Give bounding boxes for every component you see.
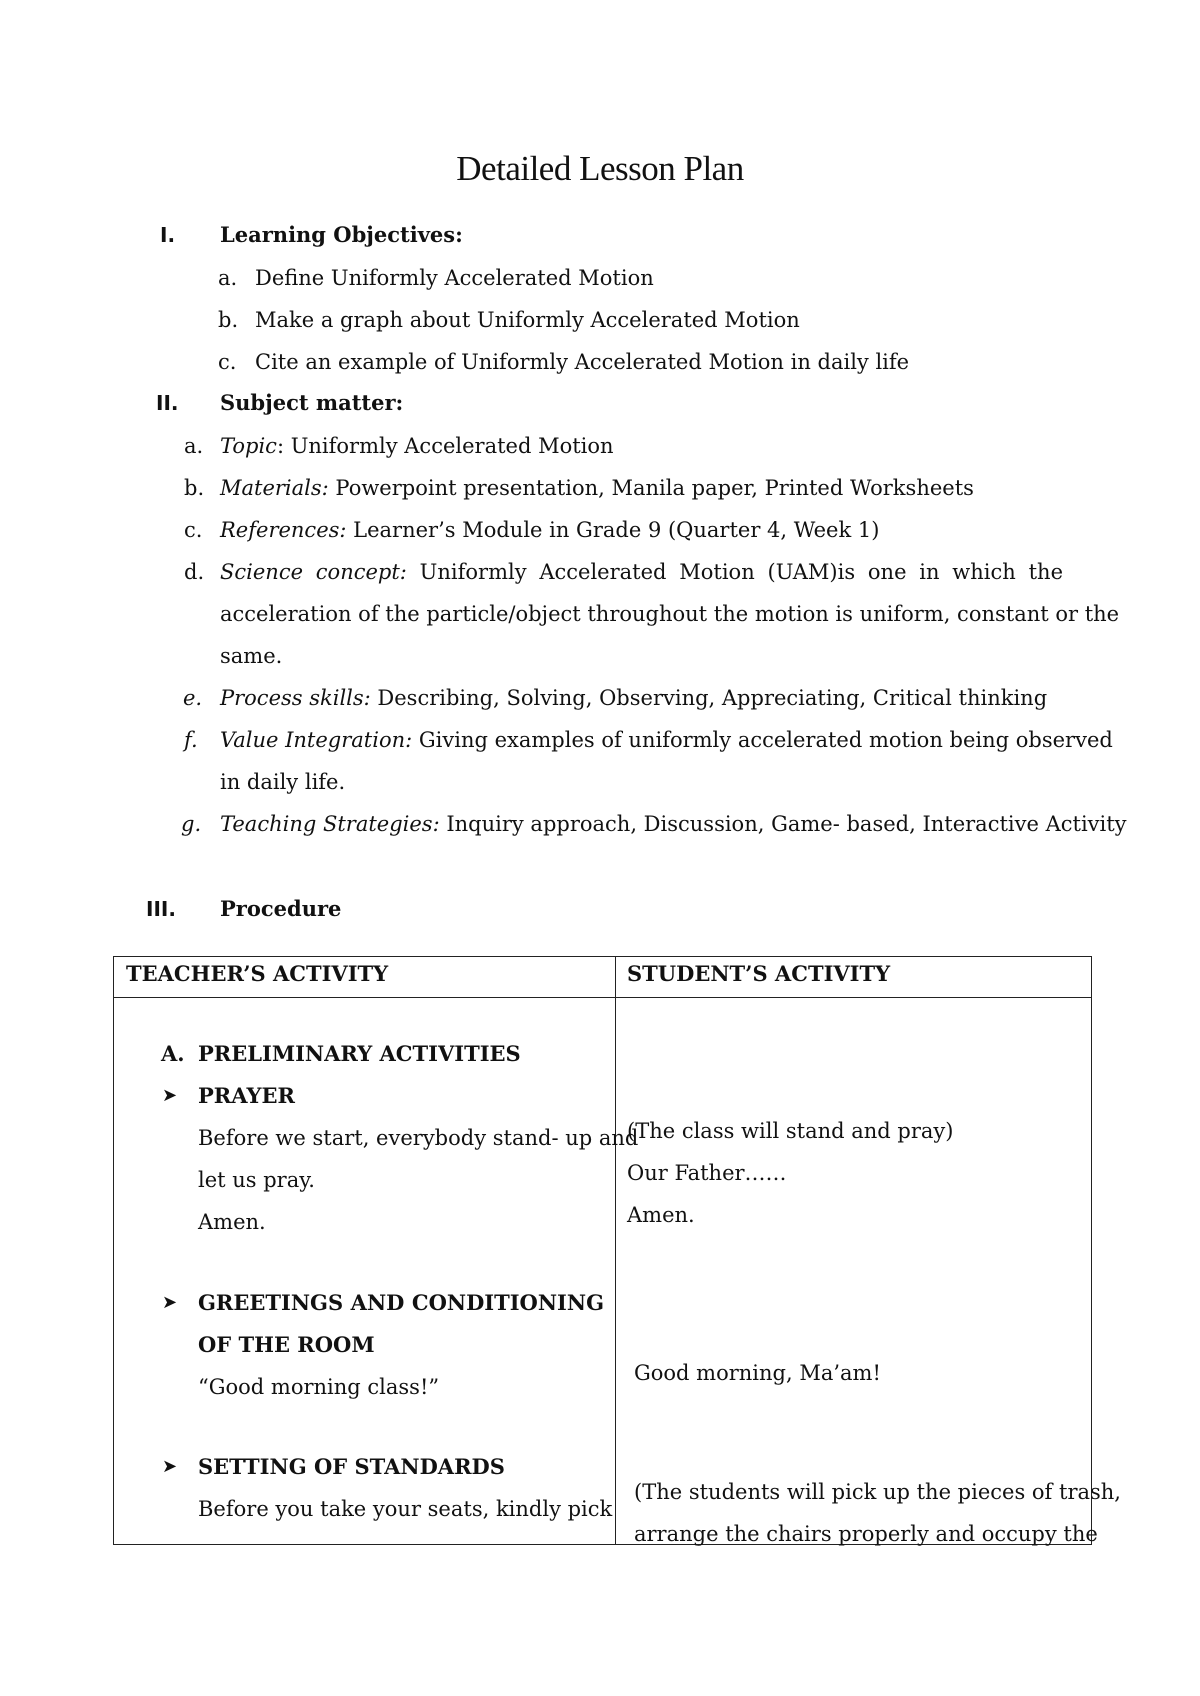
prayer-student-line-1: (The class will stand and pray) <box>627 1119 954 1143</box>
prayer-heading: PRAYER <box>198 1083 295 1108</box>
subject-e-line <box>220 684 1047 712</box>
standards-student-line-1: (The students will pick up the pieces of trash, <box>634 1480 1121 1504</box>
section-2-numeral: II. <box>156 391 179 415</box>
value-integration-text-1: Giving examples of uniformly accelerated motion being observed <box>412 728 1113 752</box>
section-1-numeral: I. <box>160 223 176 247</box>
subject-g-marker: g. <box>181 812 202 836</box>
references-label: References: <box>220 518 347 542</box>
process-skills-label: Process skills: <box>220 686 371 710</box>
section-1-heading: Learning Objectives: <box>220 222 463 247</box>
prayer-teacher-line-3: Amen. <box>198 1210 266 1234</box>
subject-e-marker: e. <box>183 686 203 710</box>
prayer-teacher-line-1: Before we start, everybody stand- up and <box>198 1126 639 1150</box>
subject-a-marker: a. <box>184 434 204 458</box>
subject-a-line <box>220 432 614 460</box>
science-concept-line-1 <box>220 558 1063 586</box>
prelim-marker: A. <box>161 1041 185 1066</box>
materials-label: Materials: <box>220 476 329 500</box>
standards-heading: SETTING OF STANDARDS <box>198 1454 505 1479</box>
value-integration-label: Value Integration: <box>220 728 413 752</box>
science-concept-line-3: same. <box>220 644 283 668</box>
subject-g-line <box>220 810 1127 838</box>
objective-a-marker: a. <box>218 266 238 290</box>
greetings-student-line-1: Good morning, Ma’am! <box>634 1361 881 1385</box>
standards-teacher-line-1: Before you take your seats, kindly pick <box>198 1497 613 1521</box>
header-teacher-activity: TEACHER’S ACTIVITY <box>126 961 389 986</box>
objective-b-marker: b. <box>218 308 239 332</box>
subject-c-marker: c. <box>184 518 203 542</box>
prayer-student-line-2: Our Father…… <box>627 1161 787 1185</box>
subject-f-marker: f. <box>184 728 198 752</box>
objective-c-marker: c. <box>218 350 237 374</box>
table-column-divider <box>615 956 616 1545</box>
table-header-divider <box>113 997 1092 998</box>
science-concept-text-1: Uniformly Accelerated Motion (UAM)is one in which the <box>419 560 1063 584</box>
teaching-strategies-text: Inquiry approach, Discussion, Game- based, Interactive Activity <box>439 812 1127 836</box>
subject-d-marker: d. <box>184 560 205 584</box>
prayer-arrow-icon: ➤ <box>162 1085 178 1106</box>
greetings-arrow-icon: ➤ <box>162 1292 178 1313</box>
objective-b-text: Make a graph about Uniformly Accelerated Motion <box>255 308 800 332</box>
references-text: Learner’s Module in Grade 9 (Quarter 4, Week 1) <box>346 518 880 542</box>
section-2-heading: Subject matter: <box>220 390 404 415</box>
page-title: Detailed Lesson Plan <box>456 149 744 188</box>
standards-arrow-icon: ➤ <box>162 1456 178 1477</box>
materials-text: Powerpoint presentation, Manila paper, Printed Worksheets <box>328 476 974 500</box>
prelim-heading: PRELIMINARY ACTIVITIES <box>198 1041 521 1066</box>
prayer-student-line-3: Amen. <box>627 1203 695 1227</box>
objective-a-text: Define Uniformly Accelerated Motion <box>255 266 654 290</box>
subject-c-line <box>220 516 879 544</box>
process-skills-text: Describing, Solving, Observing, Appreciating, Critical thinking <box>370 686 1048 710</box>
subject-b-marker: b. <box>184 476 205 500</box>
topic-text: Uniformly Accelerated Motion <box>284 434 614 458</box>
value-integration-line-2: in daily life. <box>220 770 346 794</box>
greetings-heading-line-1: GREETINGS AND CONDITIONING <box>198 1290 604 1315</box>
science-concept-line-2: acceleration of the particle/object throughout the motion is uniform, constant or the <box>220 602 1120 626</box>
science-concept-label: Science concept: <box>220 560 407 584</box>
value-integration-line-1 <box>220 726 1113 754</box>
section-3-heading: Procedure <box>220 896 342 921</box>
greetings-teacher-line-1: “Good morning class!” <box>198 1375 440 1399</box>
objective-c-text: Cite an example of Uniformly Accelerated Motion in daily life <box>255 350 910 374</box>
greetings-heading-line-2: OF THE ROOM <box>198 1332 375 1357</box>
header-student-activity: STUDENT’S ACTIVITY <box>627 961 891 986</box>
prayer-teacher-line-2: let us pray. <box>198 1168 315 1192</box>
subject-b-line <box>220 474 974 502</box>
standards-student-line-2: arrange the chairs properly and occupy the <box>634 1522 1098 1546</box>
teaching-strategies-label: Teaching Strategies: <box>220 812 440 836</box>
topic-label: Topic <box>220 434 277 458</box>
topic-sep: : <box>276 434 285 458</box>
section-3-numeral: III. <box>146 897 176 921</box>
